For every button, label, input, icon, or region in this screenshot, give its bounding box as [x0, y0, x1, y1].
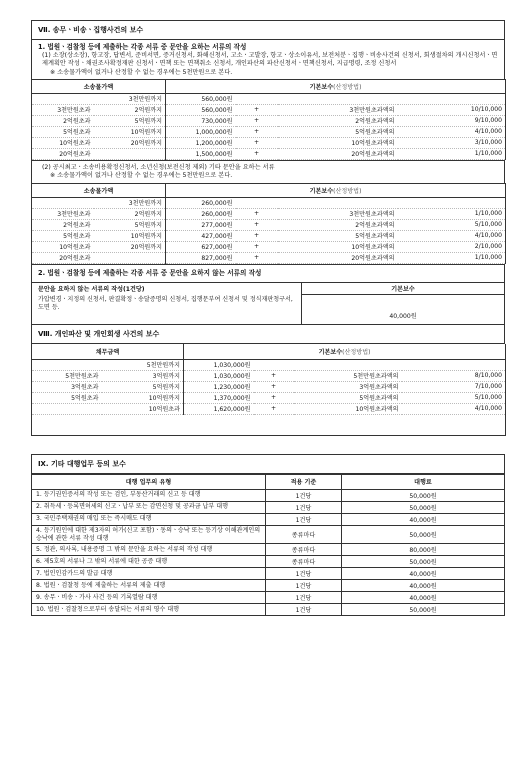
- section-7-2-heading: 2. 법원ㆍ검찰청 등에 제출하는 각종 서류 중 문안을 요하지 않는 서류의 작성: [38, 268, 262, 277]
- section-9-title: Ⅸ. 기타 대행업무 등의 보수: [31, 454, 505, 474]
- fee-7-1-2-cell: 260,000원: [166, 197, 236, 208]
- fee-7-1-1-cell: +: [236, 126, 278, 137]
- fee-basis: 1건당: [266, 604, 342, 616]
- fee-7-1-1-cell: 10억원까지: [94, 126, 166, 137]
- fee-8-cell: 7/10,000: [402, 381, 506, 392]
- fee-basis: 1건당: [266, 580, 342, 592]
- fee-amount: 50,000원: [342, 489, 505, 501]
- fee-7-1-2-cell: 1/10,000: [398, 252, 506, 263]
- fee-7-1-1-cell: 560,000원: [166, 93, 236, 104]
- fee-7-1-1-row: [32, 93, 506, 104]
- fee-table-7-2: [31, 283, 505, 325]
- agency-fee-row: [32, 501, 505, 513]
- fee-basis: 1건당: [266, 568, 342, 580]
- fee-7-1-2-cell: 277,000원: [166, 219, 236, 230]
- section-7-1-intro: [31, 40, 505, 79]
- fee-7-1-1-cell: 10/10,000: [398, 104, 506, 115]
- task-description: 8. 법원ㆍ검찰청 등에 제출하는 서류의 제출 대행: [32, 580, 266, 592]
- fee-7-1-2-cell: 427,000원: [166, 230, 236, 241]
- fee-7-1-2-cell: [32, 197, 94, 208]
- col-header-basic-fee: 기본보수: [391, 285, 415, 293]
- task-description: 1. 등기권인증서의 작성 또는 검인, 부동산거래의 신고 등 대행: [32, 489, 266, 501]
- section-7-title: Ⅶ. 송무ㆍ비송ㆍ집행사건의 보수: [31, 20, 505, 40]
- agency-fee-row: [32, 592, 505, 604]
- fee-7-1-1-cell: [398, 93, 506, 104]
- fee-amount: 40,000원: [342, 513, 505, 525]
- section-7-1-heading: 1. 법원ㆍ검찰청 등에 제출하는 각종 서류 중 문안을 요하는 서류의 작성: [38, 43, 247, 51]
- section-7-1-2-note: ※ 소송물가액이 없거나 산정할 수 없는 경우에는 5천만원으로 본다.: [50, 172, 233, 180]
- fee-8-row: [32, 381, 506, 392]
- fee-7-1-1-cell: 2억원초과: [32, 115, 94, 126]
- fee-7-1-1-cell: 20억원초과: [32, 148, 94, 159]
- fee-8-cell: 1,030,000원: [184, 359, 254, 370]
- fee-8-cell: 3억원초과액의: [294, 381, 402, 392]
- fee-basis: 1건당: [266, 501, 342, 513]
- fee-8-cell: 4/10,000: [402, 403, 506, 414]
- task-description: 3. 국민주택채권의 매입 또는 즉시매도 대행: [32, 513, 266, 525]
- fee-amount: 40,000원: [342, 568, 505, 580]
- fee-7-1-1-cell: 1,200,000원: [166, 137, 236, 148]
- fee-7-1-1-row: [32, 104, 506, 115]
- fee-7-1-1-row: [32, 137, 506, 148]
- fee-basis: 1건당: [266, 489, 342, 501]
- fee-7-1-2-cell: 2억원초과: [32, 219, 94, 230]
- fee-8-row: [32, 370, 506, 381]
- fee-8-cell: [32, 403, 102, 414]
- task-description: 9. 송무ㆍ비송ㆍ가사 사건 등의 기록열람 대행: [32, 592, 266, 604]
- fee-7-1-2-cell: 20억원초과액의: [278, 252, 398, 263]
- fee-8-cell: 8/10,000: [402, 370, 506, 381]
- section-7-1-text: (1) 소장(상소장), 항고장, 답변서, 준비서면, 증거신청서, 화해신청서, 고소ㆍ고발장, 항고ㆍ상소이유서, 보전처분ㆍ집행ㆍ비송사건의 신청서, 회생절차의 개시신청서ㆍ면제계획안 작성ㆍ채권조사확정재판 신청서ㆍ면책 또는 면책취소 신청서, 개인파산의 파산신청서ㆍ면책신청서, 지급명령, 조정 신청서: [42, 51, 498, 68]
- agency-fee-row: [32, 568, 505, 580]
- fee-7-1-2-cell: 1/10,000: [398, 208, 506, 219]
- fee-7-1-2-cell: 260,000원: [166, 208, 236, 219]
- fee-7-1-1-cell: [94, 148, 166, 159]
- fee-amount: 50,000원: [342, 501, 505, 513]
- col-header-value: 소송물가액: [32, 183, 166, 197]
- fee-7-1-2-cell: 5억원초과: [32, 230, 94, 241]
- fee-7-1-2-row: [32, 197, 506, 208]
- fee-8-cell: 5천만원초과: [32, 370, 102, 381]
- fee-7-1-1-cell: 20억원초과액의: [278, 148, 398, 159]
- fee-7-1-2-cell: 20억원까지: [94, 241, 166, 252]
- fee-table-8: [31, 344, 506, 436]
- fee-7-1-1-cell: +: [236, 104, 278, 115]
- fee-8-cell: 10억원까지: [102, 392, 184, 403]
- fee-table-9: [31, 474, 505, 617]
- fee-amount: 50,000원: [342, 525, 505, 544]
- fee-7-1-2-cell: 10억원초과액의: [278, 241, 398, 252]
- agency-fee-row: [32, 556, 505, 568]
- fee-8-row: [32, 403, 506, 414]
- fee-8-cell: 1,370,000원: [184, 392, 254, 403]
- fee-7-1-2-cell: [236, 197, 278, 208]
- fee-table-7-1-1: [31, 79, 506, 160]
- col-header-fee: 기본보수(산정방법): [166, 183, 506, 197]
- task-description: 5. 정관, 의사록, 내용증명 그 밖의 문안을 요하는 서류의 작성 대행: [32, 544, 266, 556]
- fee-7-1-2-cell: 2억원까지: [94, 208, 166, 219]
- fee-8-cell: 10억원초과: [102, 403, 184, 414]
- fee-8-cell: [402, 359, 506, 370]
- fee-7-1-2-cell: +: [236, 230, 278, 241]
- fee-7-1-1-cell: 560,000원: [166, 104, 236, 115]
- agency-fee-row: [32, 580, 505, 592]
- task-description: 2. 취득세ㆍ등록면허세의 신고ㆍ납부 또는 감면신청 및 공과금 납부 대행: [32, 501, 266, 513]
- fee-basis: 1건당: [266, 592, 342, 604]
- fee-7-1-1-cell: 1,000,000원: [166, 126, 236, 137]
- fee-7-1-1-cell: 3천만원초과액의: [278, 104, 398, 115]
- doc-description: 가압변경ㆍ지정의 신청서, 판결확정ㆍ송달증명의 신청서, 집행문부여 신청서 및 정식재판청구서, 도면 등.: [32, 295, 302, 325]
- col-header-task: 대행 업무의 유형: [32, 474, 266, 489]
- fee-7-1-1-row: [32, 148, 506, 159]
- fee-7-1-2-cell: +: [236, 252, 278, 263]
- task-description: 4. 등기원인에 대한 제3자의 허가(신고 포함)ㆍ동의ㆍ승낙 또는 등기상 이해관계인의 승낙에 관한 서류 작성 대행: [32, 525, 266, 544]
- fee-7-1-1-cell: +: [236, 148, 278, 159]
- fee-7-1-1-cell: 2억원초과액의: [278, 115, 398, 126]
- fee-basis: 1건당: [266, 513, 342, 525]
- fee-8-cell: 3억원까지: [102, 370, 184, 381]
- fee-8-cell: [254, 359, 294, 370]
- fee-7-1-2-cell: 827,000원: [166, 252, 236, 263]
- fee-7-1-2-cell: [94, 252, 166, 263]
- fee-8-cell: +: [254, 392, 294, 403]
- fee-7-1-1-cell: 730,000원: [166, 115, 236, 126]
- fee-8-cell: 10억원초과액의: [294, 403, 402, 414]
- fee-7-1-1-cell: 5억원초과: [32, 126, 94, 137]
- fee-8-cell: [294, 359, 402, 370]
- fee-7-1-2-cell: 5억원까지: [94, 219, 166, 230]
- fee-7-1-1-cell: 20억원까지: [94, 137, 166, 148]
- fee-8-cell: 5억원까지: [102, 381, 184, 392]
- fee-7-1-2-cell: 2억원초과액의: [278, 219, 398, 230]
- fee-basis: 종류마다: [266, 525, 342, 544]
- fee-7-1-2-cell: +: [236, 241, 278, 252]
- fee-7-1-2-cell: 5/10,000: [398, 219, 506, 230]
- fee-7-1-2-row: [32, 241, 506, 252]
- fee-7-1-1-cell: [278, 93, 398, 104]
- section-7-2-heading-box: [31, 264, 505, 283]
- fee-8-cell: +: [254, 403, 294, 414]
- fee-7-1-2-cell: [398, 197, 506, 208]
- fee-amount: 80,000원: [342, 544, 505, 556]
- fee-7-1-2-cell: 5억원초과액의: [278, 230, 398, 241]
- fee-table-7-1-2: [31, 183, 506, 264]
- fee-7-1-2-cell: 3천만원까지: [94, 197, 166, 208]
- section-7-1-2-intro: [31, 160, 505, 183]
- fee-8-cell: +: [254, 381, 294, 392]
- fee-7-1-1-cell: 1/10,000: [398, 148, 506, 159]
- fee-7-1-2-cell: +: [236, 208, 278, 219]
- col-header-charge: 대행료: [342, 474, 505, 489]
- fee-7-1-2-cell: 627,000원: [166, 241, 236, 252]
- section-8-title: Ⅷ. 개인파산 및 개인회생 사건의 보수: [31, 325, 505, 344]
- agency-fee-row: [32, 604, 505, 616]
- fee-amount: 40,000원: [342, 580, 505, 592]
- task-description: 6. 제5호의 서류나 그 밖의 서류에 대한 공증 대행: [32, 556, 266, 568]
- fee-8-cell: 3억원초과: [32, 381, 102, 392]
- fee-7-1-2-row: [32, 252, 506, 263]
- col-header-basis: 적용 기준: [266, 474, 342, 489]
- fee-8-cell: +: [254, 370, 294, 381]
- col-header-fee: 기본보수(산정방법): [184, 344, 506, 360]
- fee-8-cell: 5억원초과액의: [294, 392, 402, 403]
- fee-basis: 종류마다: [266, 544, 342, 556]
- fee-7-1-1-cell: 9/10,000: [398, 115, 506, 126]
- fee-schedule-page: [31, 20, 505, 616]
- col-header-value: 소송물가액: [32, 79, 166, 93]
- fee-8-cell: 5억원초과: [32, 392, 102, 403]
- col-header-doc: 문안을 요하지 않는 서류의 작성(1건당): [32, 283, 302, 295]
- fee-7-1-2-cell: 10억원까지: [94, 230, 166, 241]
- fee-7-1-1-cell: 5억원까지: [94, 115, 166, 126]
- agency-fee-row: [32, 525, 505, 544]
- fee-8-cell: 1,230,000원: [184, 381, 254, 392]
- fee-7-1-2-cell: 10억원초과: [32, 241, 94, 252]
- task-description: 7. 법인인감카드의 발급 대행: [32, 568, 266, 580]
- fee-7-1-1-cell: 10억원초과: [32, 137, 94, 148]
- fee-7-1-1-cell: 1,500,000원: [166, 148, 236, 159]
- task-description: 10. 법원ㆍ검찰청으로부터 송달되는 서류의 영수 대행: [32, 604, 266, 616]
- fee-7-1-2-cell: 3천만원초과액의: [278, 208, 398, 219]
- col-header-fee: 기본보수(산정방법): [166, 79, 506, 93]
- fee-7-1-2-cell: +: [236, 219, 278, 230]
- fee-basis: 종류마다: [266, 556, 342, 568]
- fee-7-1-1-cell: [32, 93, 94, 104]
- section-7-1-2-text: (2) 공시최고ㆍ소송비용확정신청서, 소년신청(보전신청 제외) 기타 문안을 요하는 서류: [42, 163, 275, 171]
- fee-7-1-1-cell: 4/10,000: [398, 126, 506, 137]
- fee-8-cell: 5/10,000: [402, 392, 506, 403]
- col-header-debt: 채무금액: [32, 344, 184, 360]
- fee-7-1-2-row: [32, 208, 506, 219]
- fee-7-1-1-cell: 10억원초과액의: [278, 137, 398, 148]
- fee-8-cell: [32, 359, 102, 370]
- fee-7-1-1-row: [32, 115, 506, 126]
- agency-fee-row: [32, 544, 505, 556]
- fee-7-1-1-cell: 2억원까지: [94, 104, 166, 115]
- fee-7-1-2-row: [32, 219, 506, 230]
- fee-amount: 50,000원: [342, 604, 505, 616]
- agency-fee-row: [32, 489, 505, 501]
- fee-7-1-2-cell: 2/10,000: [398, 241, 506, 252]
- fee-7-1-2-row: [32, 230, 506, 241]
- fee-7-1-1-cell: 3천만원까지: [94, 93, 166, 104]
- section-7-1-note: ※ 소송물가액이 없거나 산정할 수 없는 경우에는 5천만원으로 본다.: [50, 68, 233, 76]
- fee-7-1-2-cell: 3천만원초과: [32, 208, 94, 219]
- doc-fee: 40,000원: [302, 295, 505, 325]
- fee-8-cell: 5천만원까지: [102, 359, 184, 370]
- fee-7-1-1-cell: +: [236, 137, 278, 148]
- fee-7-1-1-cell: 3천만원초과: [32, 104, 94, 115]
- fee-amount: 40,000원: [342, 592, 505, 604]
- fee-8-cell: 1,620,000원: [184, 403, 254, 414]
- fee-7-1-1-cell: +: [236, 115, 278, 126]
- fee-8-row: [32, 359, 506, 370]
- fee-amount: 50,000원: [342, 556, 505, 568]
- fee-7-1-1-cell: 3/10,000: [398, 137, 506, 148]
- fee-8-row: [32, 392, 506, 403]
- fee-7-1-2-cell: 4/10,000: [398, 230, 506, 241]
- fee-7-1-1-cell: 5억원초과액의: [278, 126, 398, 137]
- fee-7-1-2-cell: 20억원초과: [32, 252, 94, 263]
- agency-fee-row: [32, 513, 505, 525]
- fee-7-1-2-cell: [278, 197, 398, 208]
- fee-8-cell: 5천만원초과액의: [294, 370, 402, 381]
- fee-8-cell: 1,030,000원: [184, 370, 254, 381]
- fee-7-1-1-cell: [236, 93, 278, 104]
- fee-7-1-1-row: [32, 126, 506, 137]
